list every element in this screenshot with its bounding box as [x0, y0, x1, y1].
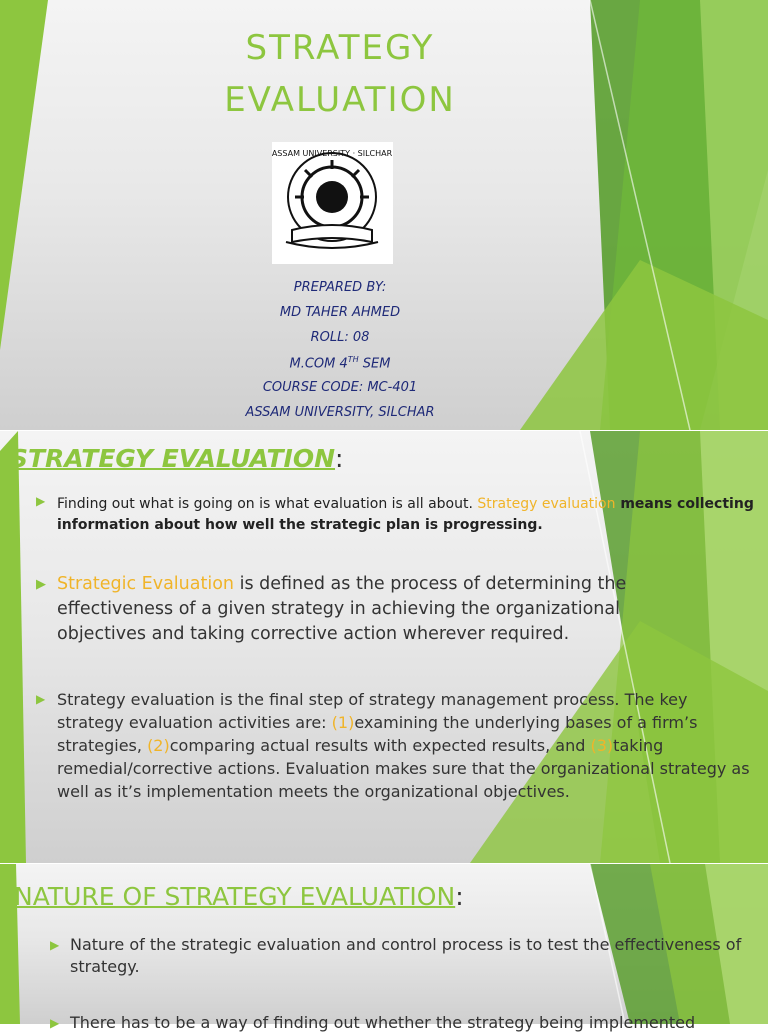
semester-suffix: SEM — [358, 356, 391, 372]
prepared-by-label: PREPARED BY: — [293, 280, 387, 295]
slide3-bullet-2: There has to be a way of finding out whether the strategy being implemented — [70, 1013, 696, 1032]
semester-superscript: TH — [347, 355, 359, 364]
bullet-3-n3: (3) — [590, 736, 614, 755]
title-line-2: EVALUATION — [224, 80, 456, 120]
bullet-2-part1: is defined as the process of determining the effectiveness of a given strategy in achieving the organizational objectives and taking corrective action wherever required. — [57, 574, 627, 644]
semester — [150, 355, 530, 371]
bullet-3-n1: (1) — [331, 713, 355, 732]
assam-university-seal-icon — [272, 142, 393, 264]
bullet-1-part2: means collecting information about how well the strategic plan is progressing. — [57, 496, 754, 533]
svg-text:ASSAM UNIVERSITY · SILCHAR: ASSAM UNIVERSITY · SILCHAR — [272, 149, 393, 158]
bullet-3-part3: comparing actual results with expected results, and — [169, 736, 591, 755]
bullet-3-n2: (2) — [147, 736, 170, 755]
slide3-bullet-1: Nature of the strategic evaluation and control process is to test the effectiveness of strategy. — [70, 935, 742, 976]
bullet-2-highlight: Strategic Evaluation — [57, 574, 235, 594]
bullet-arrow-icon: ▶ — [50, 938, 60, 952]
bullet-3-text — [57, 688, 757, 803]
slide3-heading-text: NATURE OF STRATEGY EVALUATION — [14, 882, 456, 911]
bullet-arrow-icon: ▶ — [50, 1016, 60, 1030]
bullet-arrow-icon: ▶ — [36, 692, 46, 706]
bullet-3-part4: taking remedial/corrective actions. Evaluation makes sure that the organizational strategy as well as it’s implementation meets the organizational objectives. — [57, 736, 750, 801]
semester-text: M.COM 4 — [289, 356, 348, 372]
bullet-arrow-icon: ▶ — [36, 577, 46, 592]
slide3-heading-colon: : — [455, 882, 464, 911]
bullet-1-text — [57, 494, 757, 536]
slide3-heading — [14, 882, 464, 911]
bullet-arrow-icon: ▶ — [36, 494, 46, 508]
course-code: COURSE CODE: MC-401 — [262, 380, 418, 395]
title-slide — [0, 0, 768, 430]
slide2-heading-colon: : — [335, 444, 344, 473]
bullet-1-highlight: Strategy evaluation — [477, 496, 616, 512]
bullet-3-part2: examining the underlying bases of a firm’s strategies, — [57, 713, 698, 755]
roll-number: ROLL: 08 — [310, 330, 370, 345]
university-name: ASSAM UNIVERSITY, SILCHAR — [245, 405, 435, 420]
author-name: MD TAHER AHMED — [279, 305, 401, 320]
slide2-heading — [10, 444, 343, 473]
bullet-3-part1: Strategy evaluation is the final step of strategy management process. The key strategy evaluation activities are: — [57, 690, 688, 732]
title-line-1: STRATEGY — [245, 28, 435, 68]
bullet-1-part1: Finding out what is going on is what evaluation is all about. — [57, 496, 478, 512]
slide2-heading-text: STRATEGY EVALUATION — [10, 444, 336, 473]
bullet-2-text — [57, 572, 697, 647]
